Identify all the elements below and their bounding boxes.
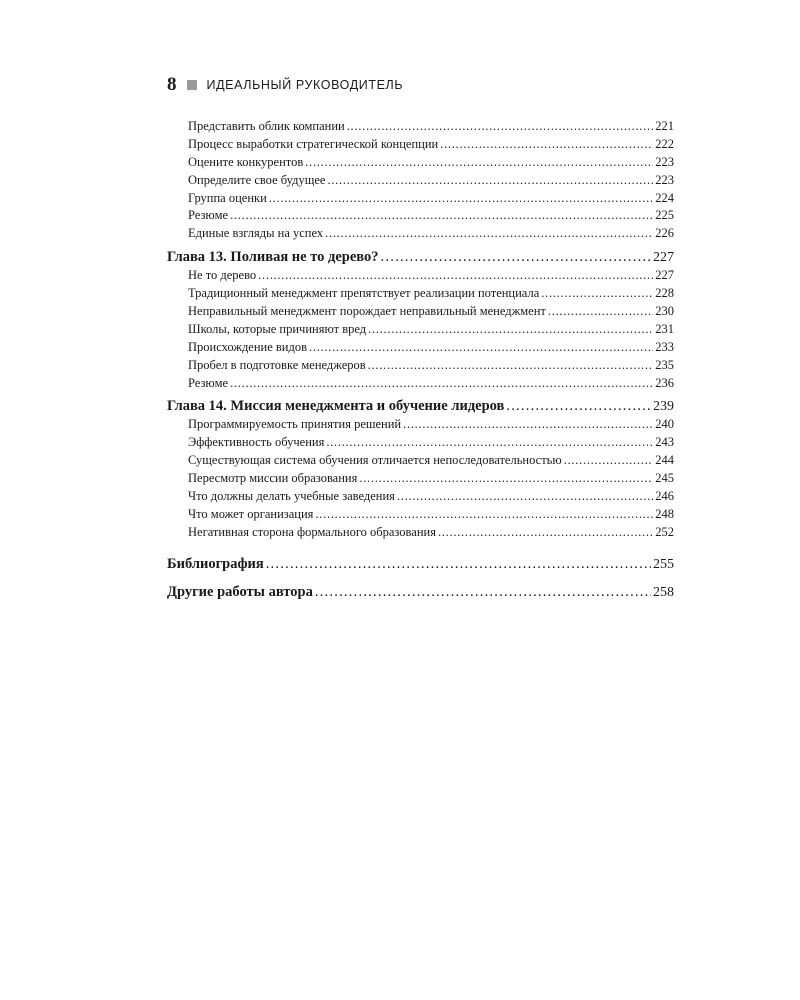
toc-entry-page: 235: [655, 357, 674, 372]
toc-entry-title: Негативная сторона формального образования: [188, 524, 436, 539]
dot-leader: [368, 321, 653, 339]
toc-entry-title: Школы, которые причиняют вред: [188, 321, 367, 336]
toc-entry-title: Представить облик компании: [188, 119, 345, 133]
dot-leader: [548, 303, 653, 321]
toc-chapter-page: 227: [653, 250, 674, 266]
toc-entry-page: 240: [655, 417, 674, 432]
toc-entry[interactable]: [167, 285, 674, 303]
toc-entry-title: Резюме: [188, 375, 229, 390]
header-separator-square: [187, 80, 197, 90]
toc-entry[interactable]: [167, 303, 674, 321]
toc-entry-page: 252: [655, 524, 674, 539]
running-header: [167, 73, 403, 97]
dot-leader: [403, 416, 653, 434]
toc-entry[interactable]: [167, 357, 674, 375]
toc-entry-page: 246: [655, 489, 674, 504]
toc-entry-page: 230: [655, 304, 674, 319]
dot-leader: [381, 247, 651, 267]
toc-entry-page: 245: [655, 471, 674, 486]
dot-leader: [397, 488, 653, 506]
dot-leader: [541, 285, 653, 303]
toc-entry-page: 248: [655, 506, 674, 521]
toc-entry-page: 227: [655, 268, 674, 283]
toc-chapter-page: 239: [653, 399, 674, 415]
toc-entry-page: 228: [655, 286, 674, 301]
toc-entry-page: 244: [655, 453, 674, 468]
toc-entry-title: Процесс выработки стратегической концепции: [188, 136, 439, 151]
table-of-contents: [167, 118, 674, 602]
dot-leader: [230, 375, 653, 393]
dot-leader: [258, 267, 653, 285]
toc-entry-title: Традиционный менеджмент препятствует реализации потенциала: [188, 286, 540, 301]
toc-entry-page: 224: [655, 190, 674, 205]
dot-leader: [309, 339, 653, 357]
toc-other-works[interactable]: [167, 582, 674, 602]
toc-entry[interactable]: [167, 506, 674, 524]
dot-leader: [326, 434, 653, 452]
toc-entry-page: 223: [655, 154, 674, 169]
toc-entry-title: Определите свое будущее: [188, 172, 326, 187]
dot-leader: [368, 357, 654, 375]
dot-leader: [315, 582, 651, 602]
toc-entry-title: Что может организация: [188, 506, 314, 521]
toc-entry-title: Группа оценки: [188, 190, 267, 205]
toc-chapter-page: 255: [653, 556, 674, 572]
page-number: 8: [167, 74, 177, 95]
toc-entry-title: Эффективность обучения: [188, 435, 325, 450]
toc-entry-title: Происхождение видов: [188, 339, 308, 354]
toc-entry-title: Что должны делать учебные заведения: [188, 489, 395, 504]
toc-chapter-title: Глава 14. Миссия менеджмента и обучение лидеров: [167, 398, 505, 415]
toc-chapter-13[interactable]: [167, 247, 674, 267]
toc-entry[interactable]: [167, 172, 674, 190]
toc-entry[interactable]: [167, 225, 674, 243]
toc-entry[interactable]: [167, 207, 674, 225]
toc-entry-page: 243: [655, 435, 674, 450]
toc-entry[interactable]: [167, 154, 674, 172]
toc-entry-title: Оцените конкурентов: [188, 154, 304, 169]
toc-entry-title: Неправильный менеджмент порождает неправильный менеджмент: [188, 304, 546, 319]
dot-leader: [506, 396, 651, 416]
toc-chapter-title: Библиография: [167, 555, 264, 572]
dot-leader: [266, 554, 651, 574]
toc-bibliography[interactable]: [167, 554, 674, 574]
toc-chapter-page: 258: [653, 584, 674, 600]
dot-leader: [230, 207, 653, 225]
toc-entry-title: Пробел в подготовке менеджеров: [188, 357, 366, 372]
dot-leader: [269, 190, 653, 208]
toc-entry-title: Не то дерево: [188, 268, 257, 283]
toc-entry[interactable]: [167, 375, 674, 393]
toc-entry-title: Программируемость принятия решений: [188, 417, 402, 432]
toc-entry-page: 236: [655, 375, 674, 390]
toc-entry[interactable]: [167, 452, 674, 470]
toc-entry-page: 221: [655, 119, 674, 133]
toc-entry[interactable]: [167, 434, 674, 452]
toc-entry[interactable]: [167, 118, 674, 136]
dot-leader: [359, 470, 653, 488]
dot-leader: [440, 136, 653, 154]
book-title: ИДЕАЛЬНЫЙ РУКОВОДИТЕЛЬ: [206, 78, 404, 92]
toc-chapter-title: Глава 13. Поливая не то дерево?: [167, 249, 379, 266]
toc-entry[interactable]: [167, 321, 674, 339]
toc-entry-title: Резюме: [188, 208, 229, 223]
toc-entry[interactable]: [167, 339, 674, 357]
toc-entry-page: 226: [655, 226, 674, 241]
toc-entry[interactable]: [167, 416, 674, 434]
toc-entry-title: Пересмотр миссии образования: [188, 471, 358, 486]
dot-leader: [315, 506, 653, 524]
toc-entry-page: 233: [655, 339, 674, 354]
toc-entry-page: 223: [655, 172, 674, 187]
dot-leader: [438, 524, 653, 542]
toc-entry-page: 225: [655, 208, 674, 223]
toc-chapter-title: Другие работы автора: [167, 583, 313, 600]
toc-entry-title: Единые взгляды на успех: [188, 226, 324, 241]
toc-entry-page: 231: [655, 321, 674, 336]
dot-leader: [564, 452, 654, 470]
dot-leader: [325, 225, 653, 243]
toc-entry[interactable]: [167, 267, 674, 285]
toc-entry[interactable]: [167, 470, 674, 488]
toc-entry[interactable]: [167, 190, 674, 208]
dot-leader: [347, 118, 654, 136]
toc-chapter-14[interactable]: [167, 396, 674, 416]
toc-entry[interactable]: [167, 524, 674, 542]
dot-leader: [305, 154, 653, 172]
dot-leader: [327, 172, 653, 190]
toc-entry-page: 222: [655, 136, 674, 151]
toc-entry[interactable]: [167, 488, 674, 506]
toc-entry[interactable]: [167, 136, 674, 154]
toc-entry-title: Существующая система обучения отличается непоследовательностью: [188, 453, 562, 468]
